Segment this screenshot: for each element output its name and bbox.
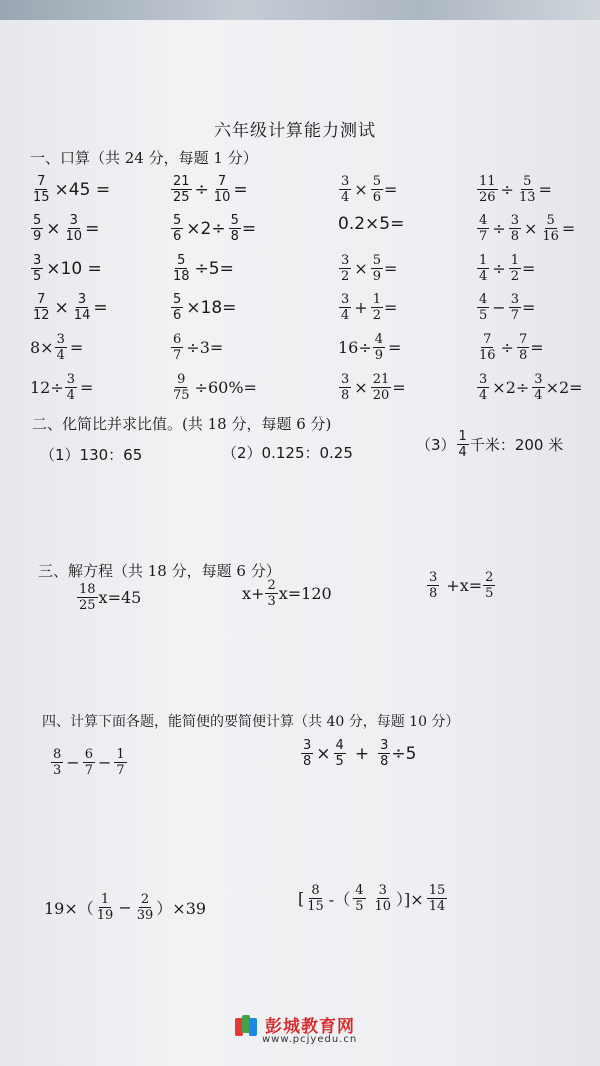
- numerator: 3: [303, 738, 312, 753]
- denominator: 10: [374, 899, 392, 914]
- fraction: [509, 254, 521, 283]
- numerator: 5: [546, 213, 555, 228]
- denominator: 7: [510, 308, 519, 323]
- denominator: 16: [542, 229, 559, 244]
- expression-tail: =: [383, 180, 398, 199]
- denominator: 4: [341, 308, 350, 323]
- numerator: 3: [77, 292, 87, 307]
- denominator: 13: [518, 190, 536, 205]
- denominator: 39: [136, 908, 154, 923]
- expression-tail: =: [521, 259, 536, 278]
- denominator: 19: [96, 908, 114, 923]
- mental-math-item: [170, 373, 259, 402]
- operator: ÷: [500, 338, 514, 357]
- denominator: 18: [173, 269, 190, 284]
- denominator: 4: [479, 388, 488, 403]
- mental-math-item: [476, 254, 535, 283]
- operator: ×45 =: [54, 179, 111, 200]
- equation-2-tail: x=120: [278, 584, 332, 603]
- books-icon: [235, 1014, 261, 1036]
- expression-tail: ×2=: [545, 378, 583, 397]
- problem-3-fraction-a: [95, 893, 116, 922]
- numerator: 3: [378, 883, 387, 898]
- fraction: [371, 293, 383, 322]
- fraction: [477, 373, 489, 402]
- equation-1-fraction: [77, 583, 98, 612]
- numerator: 5: [372, 174, 381, 189]
- denominator: 3: [267, 594, 276, 609]
- denominator: 4: [341, 190, 350, 205]
- fraction: [65, 373, 77, 402]
- denominator: 8: [230, 229, 239, 244]
- operator: ÷3=: [186, 338, 224, 357]
- denominator: 5: [33, 269, 42, 284]
- ratio-q3: [416, 430, 563, 459]
- problem-4: [298, 884, 448, 913]
- fraction: [339, 293, 351, 322]
- numerator: 5: [230, 213, 239, 228]
- fraction: [31, 175, 52, 204]
- denominator: 10: [213, 190, 231, 205]
- denominator: 5: [335, 754, 344, 769]
- denominator: 5: [485, 586, 494, 601]
- numerator: 18: [79, 582, 96, 597]
- operator: ×: [316, 743, 331, 764]
- mental-math-item: [170, 175, 248, 204]
- mental-math-item: [476, 293, 535, 322]
- ratio-q3-fraction: [457, 430, 469, 459]
- operator: ÷: [500, 180, 514, 199]
- numerator: 1: [510, 253, 519, 268]
- numerator: 5: [33, 213, 42, 228]
- denominator: 8: [510, 229, 519, 244]
- ratio-q2: （2）0.125：0.25: [222, 444, 353, 462]
- section1-header: 一、口算（共 24 分，每题 1 分）: [30, 149, 258, 167]
- denominator: 12: [33, 308, 50, 323]
- operator: ×: [523, 219, 538, 238]
- problem-2-tail: ÷5: [391, 743, 417, 764]
- numerator: 9: [177, 372, 186, 387]
- problem-4-fraction-c: [373, 884, 394, 913]
- numerator: 4: [335, 738, 344, 753]
- fraction: [509, 214, 521, 243]
- problem-1-fraction-a: [51, 748, 63, 777]
- denominator: 3: [53, 763, 62, 778]
- denominator: 8: [429, 586, 438, 601]
- numerator: 7: [37, 174, 46, 189]
- operator: =: [69, 338, 84, 357]
- operator: ×: [46, 218, 61, 239]
- mental-math-item: [476, 175, 552, 204]
- expression-prefix: 8×: [30, 338, 54, 357]
- denominator: 6: [173, 308, 182, 323]
- denominator: 10: [65, 229, 83, 244]
- numerator: 7: [483, 332, 492, 347]
- numerator: 3: [341, 174, 350, 189]
- mental-math-item: [30, 254, 104, 283]
- numerator: 15: [428, 883, 446, 898]
- fraction: [371, 254, 383, 283]
- problem-3-prefix: 19×（: [44, 899, 94, 918]
- denominator: 7: [116, 763, 125, 778]
- mental-math-item: [338, 175, 397, 204]
- operator: +: [354, 743, 370, 764]
- photo-top-edge: [0, 0, 600, 22]
- problem-4-fraction-b: [353, 884, 365, 913]
- fraction: [171, 214, 183, 243]
- denominator: 5: [355, 899, 364, 914]
- fraction: [532, 373, 544, 402]
- problem-1: [50, 748, 128, 777]
- mental-math-item: [476, 333, 544, 362]
- numerator: 3: [33, 253, 42, 268]
- operator: −: [97, 753, 112, 772]
- expression-tail: =: [241, 218, 257, 239]
- watermark-name: 彭城教育网: [265, 1017, 355, 1037]
- denominator: 14: [428, 899, 446, 914]
- numerator: 2: [140, 892, 150, 907]
- numerator: 4: [374, 332, 384, 347]
- numerator: 7: [217, 174, 227, 189]
- problem-1-fraction-c: [114, 748, 126, 777]
- equation-3-fraction-b: [483, 571, 495, 600]
- operator: ÷: [492, 219, 506, 238]
- equation-3: [426, 571, 496, 600]
- expression-tail: =: [530, 338, 544, 357]
- equation-1: [76, 583, 141, 612]
- numerator: 6: [84, 747, 93, 762]
- numerator: 3: [510, 292, 519, 307]
- numerator: 8: [53, 747, 62, 762]
- expression-tail: =: [383, 298, 398, 317]
- fraction: [517, 333, 529, 362]
- numerator: 5: [372, 253, 381, 268]
- denominator: 9: [372, 269, 381, 284]
- fraction: [540, 214, 561, 243]
- expression-text: 0.2×5=: [338, 214, 405, 234]
- numerator: 3: [69, 213, 78, 228]
- denominator: 7: [479, 229, 488, 244]
- fraction: [373, 333, 385, 362]
- section4-header: 四、计算下面各题，能简便的要简便计算（共 40 分，每题 10 分）: [42, 714, 460, 730]
- operator: ÷: [492, 259, 506, 278]
- fraction: [517, 175, 538, 204]
- fraction: [477, 333, 498, 362]
- fraction: [339, 373, 351, 402]
- equation-3-middle: +x=: [446, 576, 483, 595]
- operator: ÷5=: [194, 258, 234, 279]
- expression-tail: =: [392, 378, 406, 397]
- mental-math-item: [30, 373, 95, 402]
- operator: ×10 =: [46, 258, 102, 279]
- expression-prefix: 16÷: [338, 338, 372, 357]
- fraction: [72, 293, 93, 322]
- numerator: 4: [479, 292, 488, 307]
- denominator: 4: [56, 348, 65, 363]
- numerator: 21: [372, 372, 390, 387]
- operator: −: [66, 753, 80, 772]
- numerator: 1: [458, 429, 467, 444]
- mental-math-item: [30, 333, 85, 362]
- fraction: [31, 293, 52, 322]
- denominator: 7: [84, 763, 93, 778]
- denominator: 6: [372, 190, 381, 205]
- denominator: 75: [173, 388, 190, 403]
- denominator: 16: [479, 348, 496, 363]
- problem-3-tail: ）×39: [156, 899, 207, 918]
- fraction: [171, 254, 192, 283]
- section3-header: 三、解方程（共 18 分，每题 6 分）: [38, 562, 281, 580]
- numerator: 3: [341, 372, 350, 387]
- numerator: 4: [355, 883, 364, 898]
- operator: ×: [354, 259, 368, 278]
- denominator: 25: [79, 598, 96, 613]
- mental-math-item: [338, 214, 404, 234]
- fraction: [229, 214, 241, 243]
- numerator: 3: [66, 372, 76, 387]
- denominator: 4: [66, 388, 76, 403]
- expression-tail: =: [93, 297, 108, 318]
- denominator: 9: [374, 348, 384, 363]
- numerator: 3: [429, 570, 438, 585]
- problem-2-fraction-b: [334, 739, 346, 768]
- denominator: 9: [33, 229, 42, 244]
- expression-tail: =: [383, 259, 398, 278]
- denominator: 15: [307, 899, 324, 914]
- denominator: 4: [479, 269, 488, 284]
- equation-2: [242, 579, 332, 608]
- fraction: [31, 254, 43, 283]
- fraction: [212, 175, 233, 204]
- numerator: 6: [173, 332, 182, 347]
- mental-math-item: [476, 214, 575, 243]
- denominator: 8: [518, 348, 528, 363]
- fraction: [477, 175, 498, 204]
- page-title: 六年级计算能力测试: [214, 121, 376, 141]
- problem-2-fraction-c: [378, 739, 390, 768]
- section2-header: 二、化简比并求比值。(共 18 分，每题 6 分): [32, 415, 332, 433]
- numerator: 2: [485, 570, 494, 585]
- mental-math-item: [338, 333, 403, 362]
- denominator: 6: [173, 229, 182, 244]
- numerator: 5: [523, 174, 532, 189]
- mental-math-item: [338, 293, 397, 322]
- numerator: 3: [56, 332, 65, 347]
- denominator: 2: [510, 269, 519, 284]
- problem-1-fraction-b: [83, 748, 95, 777]
- operator: +: [354, 298, 368, 317]
- denominator: 8: [380, 754, 389, 769]
- fraction: [509, 293, 521, 322]
- operator: −: [118, 898, 132, 917]
- problem-2: [300, 739, 416, 768]
- operator: =: [388, 338, 402, 357]
- mental-math-item: [476, 373, 583, 402]
- denominator: 8: [303, 754, 312, 769]
- denominator: 2: [341, 269, 350, 284]
- fraction: [339, 254, 351, 283]
- denominator: 4: [458, 445, 467, 460]
- mental-math-item: [30, 175, 112, 204]
- denominator: 2: [372, 308, 381, 323]
- mental-math-item: [30, 214, 99, 243]
- operator: ÷: [194, 179, 209, 200]
- ratio-q1: （1）130：65: [40, 446, 143, 464]
- operator: ÷60%=: [194, 378, 257, 397]
- mental-math-item: [170, 293, 238, 322]
- fraction: [64, 214, 85, 243]
- fraction: [371, 373, 392, 402]
- operator: -（: [328, 890, 351, 909]
- numerator: 5: [173, 213, 182, 228]
- mental-math-item: [30, 293, 108, 322]
- expression-tail: =: [561, 219, 576, 238]
- numerator: 1: [372, 292, 381, 307]
- numerator: 3: [479, 372, 488, 387]
- numerator: 7: [37, 292, 46, 307]
- expression-tail: =: [538, 180, 552, 199]
- operator: ×18=: [186, 297, 237, 318]
- problem-4-fraction-d: [427, 884, 448, 913]
- numerator: 3: [341, 292, 350, 307]
- denominator: 8: [341, 388, 350, 403]
- numerator: 4: [479, 213, 488, 228]
- problem-4-prefix: [: [298, 889, 305, 908]
- operator: ×2÷: [492, 378, 530, 397]
- numerator: 21: [173, 174, 190, 189]
- problem-2-fraction-a: [301, 739, 313, 768]
- operator: −: [492, 298, 506, 317]
- fraction: [171, 373, 192, 402]
- operator: ×2÷: [186, 218, 226, 239]
- operator: ×: [54, 297, 69, 318]
- equation-2-prefix: x+: [242, 584, 265, 603]
- denominator: 7: [173, 348, 182, 363]
- numerator: 3: [534, 372, 543, 387]
- ratio-q3-tail: 千米：200 米: [469, 436, 564, 454]
- fraction: [339, 175, 351, 204]
- denominator: 25: [173, 190, 190, 205]
- numerator: 8: [311, 883, 320, 898]
- expression-tail: =: [233, 179, 248, 200]
- fraction: [31, 214, 43, 243]
- operator: ）]×: [396, 890, 424, 909]
- denominator: 4: [534, 388, 543, 403]
- mental-math-item: [170, 214, 256, 243]
- numerator: 11: [479, 174, 496, 189]
- fraction: [171, 293, 183, 322]
- numerator: 3: [380, 738, 389, 753]
- expression-tail: =: [85, 218, 100, 239]
- mental-math-item: [170, 333, 225, 362]
- fraction: [171, 333, 183, 362]
- fraction: [477, 254, 489, 283]
- fraction: [477, 214, 489, 243]
- equation-2-fraction: [265, 579, 277, 608]
- fraction: [55, 333, 67, 362]
- expression-tail: =: [521, 298, 536, 317]
- operator: =: [80, 378, 94, 397]
- numerator: 3: [510, 213, 519, 228]
- mental-math-item: [338, 254, 397, 283]
- numerator: 1: [116, 747, 125, 762]
- ratio-q3-prefix: （3）: [416, 436, 456, 454]
- operator: ×: [354, 180, 368, 199]
- denominator: 5: [479, 308, 488, 323]
- equation-1-tail: x=45: [98, 588, 142, 607]
- fraction: [171, 175, 192, 204]
- numerator: 5: [173, 292, 182, 307]
- denominator: 15: [33, 190, 50, 205]
- fraction: [371, 175, 383, 204]
- mental-math-item: [170, 254, 236, 283]
- numerator: 7: [518, 332, 528, 347]
- mental-math-item: [338, 373, 406, 402]
- denominator: 26: [479, 190, 496, 205]
- problem-3-fraction-b: [135, 893, 156, 922]
- numerator: 2: [267, 578, 276, 593]
- denominator: 20: [372, 388, 390, 403]
- equation-3-fraction-a: [427, 571, 439, 600]
- watermark-url: www.pcjyedu.cn: [262, 1034, 358, 1045]
- numerator: 1: [100, 892, 110, 907]
- numerator: 5: [177, 253, 186, 268]
- expression-prefix: 12÷: [30, 378, 64, 397]
- problem-4-fraction-a: [305, 884, 326, 913]
- fraction: [477, 293, 489, 322]
- operator: ×: [354, 378, 368, 397]
- problem-3: [44, 893, 206, 922]
- numerator: 1: [479, 253, 488, 268]
- denominator: 14: [73, 308, 91, 323]
- numerator: 3: [341, 253, 350, 268]
